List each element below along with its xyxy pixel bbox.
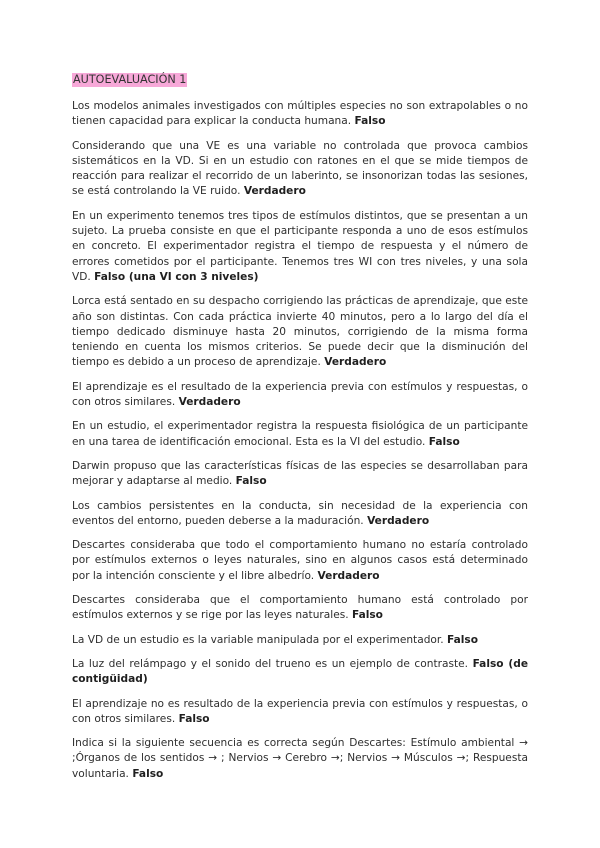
question-1	[72, 99, 528, 130]
question-11	[72, 633, 528, 648]
question-7	[72, 459, 528, 490]
answer: Verdadero	[178, 396, 241, 409]
question-4	[72, 294, 528, 370]
question-14	[72, 736, 528, 782]
answer: Verdadero	[317, 569, 380, 582]
statement: Los cambios persistentes en la conducta, sin necesidad de la experiencia con eventos del entorno, pueden deberse a la maduración.	[72, 499, 528, 527]
question-9	[72, 538, 528, 584]
answer: Falso	[447, 633, 479, 646]
statement: Lorca está sentado en su despacho corrigiendo las prácticas de aprendizaje, que este año son distintas. Con cada práctica invierte 40 minutos, pero a lo largo del día el tiempo dedicado disminuye hasta 20 minutos, corrigiendo de la misma forma teniendo en cuenta los mismos criterios. Se puede decir que la disminución del tiempo es debido a un proceso de aprendizaje.	[72, 295, 528, 369]
statement: El aprendizaje no es resultado de la experiencia previa con estímulos y respuestas, o con otros similares.	[72, 697, 528, 725]
answer: Falso	[235, 475, 267, 488]
answer: Verdadero	[324, 356, 387, 369]
answer: Falso (de contigüidad)	[72, 657, 529, 686]
answer: Falso	[354, 115, 386, 128]
answer: Falso	[132, 767, 164, 780]
statement: El aprendizaje es el resultado de la experiencia previa con estímulos y respuestas, o con otros similares.	[72, 380, 528, 409]
highlighted-title: AUTOEVALUACIÓN 1	[73, 73, 187, 86]
statement: La VD de un estudio es la variable manipulada por el experimentador.	[72, 633, 444, 646]
answer: Falso	[178, 712, 210, 725]
answer: Falso (una VI con 3 niveles)	[94, 270, 259, 283]
statement: Considerando que una VE es una variable no controlada que provoca cambios sistemáticos en la VD. Si en un estudio con ratones en el que se mide tiempos de reacción para realizar el recorrido de un laberinto, se insonorizan todas las sesiones, se está controlando la VE ruido.	[72, 139, 528, 198]
statement: Descartes consideraba que todo el comportamiento humano no estaría controlado por estímulos externos o leyes naturales, sino en algunos casos está determinado por la intención consciente y el libre albedrío.	[72, 539, 528, 582]
question-10	[72, 593, 528, 624]
answer: Verdadero	[367, 514, 430, 527]
question-3	[72, 209, 528, 285]
statement: Indica si la siguiente secuencia es correcta según Descartes: Estímulo ambiental → ;Órganos de los sentidos → ; Nervios → Cerebro →; Nervios → Músculos →; Respuesta voluntaria.	[72, 737, 528, 780]
answer: Falso	[428, 435, 460, 448]
statement: En un estudio, el experimentador registra la respuesta fisiológica de un participante en una tarea de identificación emocional. Esta es la VI del estudio.	[72, 420, 528, 448]
statement: En un experimento tenemos tres tipos de estímulos distintos, que se presentan a un sujeto. La prueba consiste en que el participante responda a uno de esos estímulos en concreto. El experimentador registra el tiempo de respuesta y el número de errores cometidos por el participante. Tenemos tres WI con tres niveles, y una sola VD.	[72, 209, 528, 283]
question-6	[72, 419, 528, 450]
question-5	[72, 380, 528, 411]
answer: Verdadero	[243, 185, 306, 198]
answer: Falso	[351, 609, 383, 622]
question-13	[72, 697, 528, 728]
question-2	[72, 139, 528, 200]
question-8	[72, 499, 528, 530]
statement: La luz del relámpago y el sonido del trueno es un ejemplo de contraste.	[72, 657, 469, 670]
statement: Descartes consideraba que el comportamiento humano está controlado por estímulos externos y se rige por las leyes naturales.	[72, 594, 528, 622]
statement: Los modelos animales investigados con múltiples especies no son extrapolables o no tienen capacidad para explicar la conducta humana.	[72, 100, 528, 128]
question-list	[72, 99, 528, 791]
question-12	[72, 657, 528, 688]
statement: Darwin propuso que las características físicas de las especies se desarrollaban para mejorar y adaptarse al medio.	[72, 459, 528, 488]
